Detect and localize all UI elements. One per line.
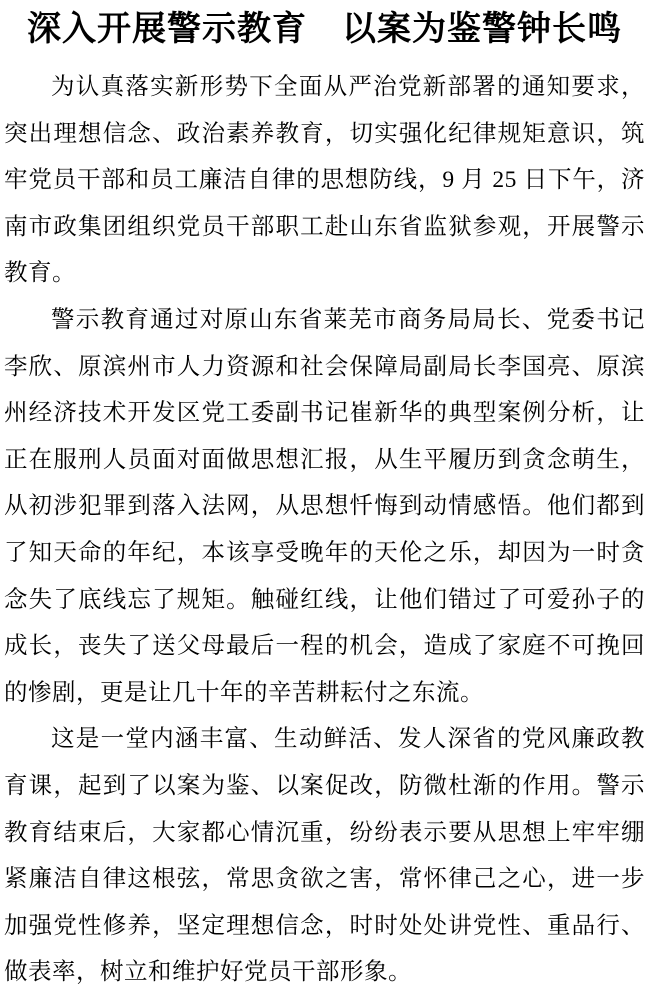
text-line: 这是一堂内涵丰富、生动鲜活、发人深省的党风廉政教 [51, 726, 645, 753]
text-line: 为认真落实新形势下全面从严治党新部署的通知要求， [51, 74, 645, 100]
text-line: 教育结束后，大家都心情沉重，纷纷表示要从思想上牢牢绷 [4, 819, 645, 846]
text-line: 从初涉犯罪到落入法网，从思想忏悔到动情感悟。他们都到 [4, 493, 645, 520]
text-line: 加强党性修养，坚定理想信念，时时处处讲党性、重品行、 [4, 912, 645, 939]
text-line: 李欣、原滨州市人力资源和社会保障局副局长李国亮、原滨 [4, 353, 645, 380]
text-line: 了知天命的年纪，本该享受晚年的天伦之乐，却因为一时贪 [4, 539, 645, 566]
text-line: 成长，丧失了送父母最后一程的机会，造成了家庭不可挽回 [4, 633, 645, 660]
text-line: 育课，起到了以案为鉴、以案促改，防微杜渐的作用。警示 [4, 772, 645, 799]
paragraph-2 [4, 297, 645, 716]
text-line: 教育。 [4, 260, 76, 287]
text-line: 紧廉洁自律这根弦，常思贪欲之害，常怀律己之心，进一步 [4, 866, 645, 893]
text-line: 正在服刑人员面对面做思想汇报，从生平履历到贪念萌生， [4, 446, 645, 473]
document-title: 深入开展警示教育 以案为鉴警钟长鸣 [27, 11, 622, 48]
text-line: 州经济技术开发区党工委副书记崔新华的典型案例分析，让 [4, 400, 645, 427]
text-line: 南市政集团组织党员干部职工赴山东省监狱参观，开展警示 [4, 213, 645, 240]
paragraph-1 [4, 64, 645, 297]
text-line: 牢党员干部和员工廉洁自律的思想防线，9 月 25 日下午，济 [4, 167, 645, 194]
text-line: 的惨剧，更是让几十年的辛苦耕耘付之东流。 [4, 679, 484, 706]
paragraph-3 [4, 716, 645, 996]
text-line: 做表率，树立和维护好党员干部形象。 [4, 959, 412, 986]
text-line: 突出理想信念、政治素养教育，切实强化纪律规矩意识，筑 [4, 120, 645, 147]
text-line: 警示教育通过对原山东省莱芜市商务局局长、党委书记 [51, 306, 645, 333]
text-line: 念失了底线忘了规矩。触碰红线，让他们错过了可爱孙子的 [4, 586, 645, 613]
